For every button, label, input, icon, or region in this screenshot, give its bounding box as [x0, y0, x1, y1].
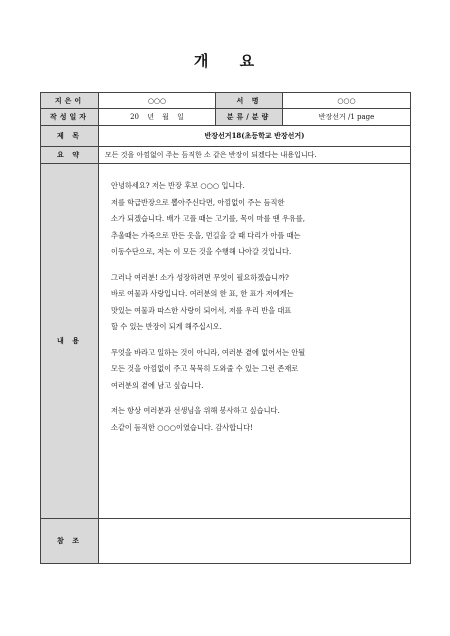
content-label: 내 용 — [41, 164, 99, 519]
date-value[interactable]: 20 년 월 일 — [99, 109, 216, 126]
author-value[interactable]: ○○○ — [99, 93, 216, 109]
category-value[interactable]: 반장선거 /1 page — [283, 109, 411, 126]
signature-label: 서 명 — [216, 93, 283, 109]
summary-row — [41, 147, 411, 164]
summary-label: 요 약 — [41, 147, 99, 164]
subject-label: 제 목 — [41, 126, 99, 147]
summary-form-table — [40, 92, 411, 564]
author-row — [41, 93, 411, 109]
subject-row — [41, 126, 411, 147]
content-paragraph: 무엇을 바라고 일하는 것이 아니라, 여러분 곁에 없어서는 안될 모든 것을 아낌없이 주고 묵묵히 도와줄 수 있는 그런 존재로 여러분의 곁에 남고 싶습니다. — [111, 347, 306, 390]
reference-label: 참 조 — [41, 519, 99, 564]
content-paragraph: 그러나 여러분! 소가 성장하려면 무엇이 필요하겠습니까? 바로 여물과 사랑입니다. 여러분의 한 표, 한 표가 저에게는 맛있는 여물과 따스한 사랑이 되어서, 저를 우리 반을 대표 할 수 있는 반장이 되게 해주십시오. — [111, 272, 294, 331]
content-paragraph: 안녕하세요? 저는 반장 후보 ○○○ 입니다. 저를 학급반장으로 뽑아주신다면, 아낌없이 주는 듬직한 소가 되겠습니다. 배가 고플 때는 고기를, 목이 마를 땐 우유를, 추울때는 가죽으로 만든 옷을, 먼길을 갈 때 다리가 아플 때는 이동수단으로, 저는 이 모든 것을 수행해 나아갈 것입니다. — [111, 181, 306, 256]
content-paragraph: 저는 항상 여러분과 선생님을 위해 봉사하고 싶습니다. 소같이 듬직한 ○○○이였습니다. 감사합니다! — [111, 406, 280, 432]
reference-row — [41, 519, 411, 564]
signature-value[interactable]: ○○○ — [283, 93, 411, 109]
date-label: 작성일자 — [41, 109, 99, 126]
author-label: 지은이 — [41, 93, 99, 109]
content-row — [41, 164, 411, 519]
document-title: 개 요 — [193, 52, 257, 70]
category-label: 분류/분량 — [216, 109, 283, 126]
summary-value[interactable]: 모든 것을 아낌없이 주는 듬직한 소 같은 반장이 되겠다는 내용입니다. — [99, 147, 411, 164]
subject-value[interactable]: 반장선거18(초등학교 반장선거) — [99, 126, 411, 147]
content-body[interactable] — [99, 164, 411, 519]
reference-value[interactable] — [99, 519, 411, 564]
date-row — [41, 109, 411, 126]
